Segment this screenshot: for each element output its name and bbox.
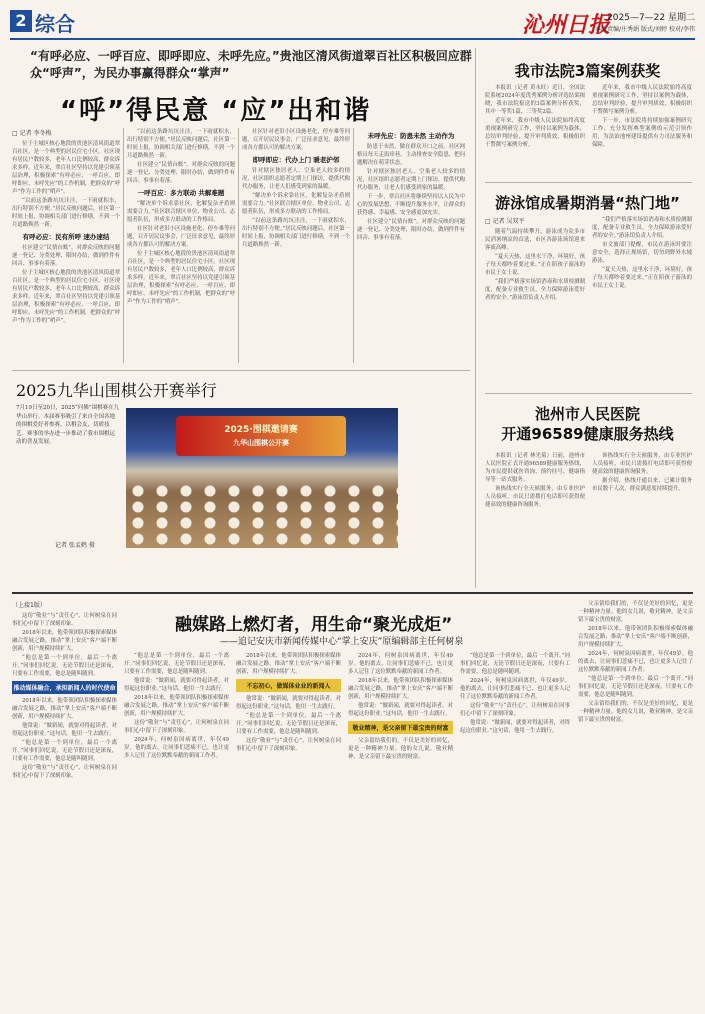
banner-line-2: 九华山围棋公开赛 (233, 439, 289, 447)
bottom-paragraph: “他总是第一个到单位，最后一个离开。”同事们回忆说，无论节假日还是深夜，只要有工作需要，他总是随叫随到。 (12, 655, 117, 677)
hospital-paragraph: 本报讯（记者 林光菊）日前，池州市人民医院正式开通96589健康服务热线，为市民提供就医咨询、预约挂号、健康指导等一站式服务。 (485, 453, 585, 483)
bottom-column-6 (578, 600, 693, 1005)
article-title-court: 我市法院3篇案例获奖 (514, 62, 661, 80)
photo-caption: 7月19日至20日，2025“问佛”围棋赛在九华山举行。本届赛事吸引了来自全国各地的围棋爱好者参赛，以棋会友，切磋技艺。赛事的举办进一步推动了我市围棋运动的普及发展。 (16, 405, 120, 445)
paper-logo: 沁州日报 (521, 12, 610, 38)
lead-paragraph: 社区针对老旧小区设施老化、停车难等问题，召开居民议事会，广泛征求意见，最终形成各方都认可的解决方案。 (127, 226, 235, 248)
lead-paragraph: 位于主城区核心地段的贵池区清风街道翠百社区，是一个典型的居民住宅小区。社区现有居民户数较多，老年人口比例较高，群众诉求多样。近年来，翠百社区坚持以党建引领基层治理，积极探索“有呼必应、一呼百应、即呼即应、未呼先应”的工作机制，把群众的“呼声”作为工作的“哨声”。 (127, 251, 235, 305)
section-number: 2 (10, 10, 32, 32)
lead-column-4 (357, 128, 465, 363)
swim-column-1 (485, 216, 585, 386)
lead-paragraph: 针对辖区独居老人、空巢老人较多的情况，社区组织志愿者定期上门探访，提供代购代办服务，让老人们感受到家的温暖。 (242, 168, 350, 190)
court-paragraph: 本报讯（记者 黄永旺）近日，全国法院系统2024年度优秀案例分析评选结果揭晓，我市法院报送的3篇案例分析获奖，其中一等奖1篇、三等奖2篇。 (485, 85, 585, 115)
lead-paragraph: 位于主城区核心地段的贵池区清风街道翠百社区，是一个典型的居民住宅小区。社区现有居民户数较多，老年人口比例较高，群众诉求多样。近年来，翠百社区坚持以党建引领基层治理，积极探索“有呼必应、一呼百应、即呼即应、未呼先应”的工作机制，把群众的“呼声”作为工作的“哨声”。 (12, 141, 120, 195)
article-title-hospital: 池州市人民医院 开通96589健康服务热线 (501, 405, 674, 443)
game-tables (126, 483, 398, 548)
bottom-paragraph: 他常说：“做新闻，就要对得起读者，对得起这份职业。”这句话，他用一生去践行。 (124, 678, 229, 692)
bottom-paragraph: 2018年以来，他带领团队积极探索媒体融合发展之路，推动“掌上安庆”客户端不断创新，用户规模持续扩大。 (348, 678, 453, 700)
header-rule (10, 38, 695, 40)
court-paragraph: 下一步，市法院将持续加强案例研究工作，充分发挥典型案例的示范引领作用，为法治池州建设提供有力司法服务和保障。 (592, 118, 692, 148)
lead-subhead: 未呼先应：防患未然 主动作为 (367, 132, 455, 140)
bottom-paragraph: 2018年以来，他带领团队积极探索媒体融合发展之路，推动“掌上安庆”客户端不断创新，用户规模持续扩大。 (124, 695, 229, 717)
bottom-paragraph: 他常说：“做新闻，就要对得起读者，对得起这份职业。”这句话，他用一生去践行。 (12, 723, 117, 737)
bottom-paragraph: 2018年以来，他带领团队积极探索媒体融合发展之路，推动“掌上安庆”客户端不断创新，用户规模持续扩大。 (12, 630, 117, 652)
swim-paragraph: 市文旅部门提醒，市民在游泳时要注意安全，选择正规场馆，切勿到野外水域游泳。 (592, 242, 692, 264)
bottom-paragraph: “他总是第一个到单位，最后一个离开。”同事们回忆说，无论节假日还是深夜，只要有工作需要，他总是随叫随到。 (12, 740, 117, 762)
lead-paragraph: 社区建立“民情台账”，对群众反映的问题逐一登记、分类处理、限时办结，做到件件有回音、事事有着落。 (127, 162, 235, 184)
hospital-paragraph: 据介绍，热线开通以来，已累计服务市民数千人次，群众满意度持续提升。 (592, 478, 692, 492)
bottom-paragraph: 2024年，何树泉因病离世，年仅49岁。他的离去，让同事们悲痛不已，也让更多人记住了这位默默奉献的新闻工作者。 (460, 678, 570, 700)
lead-paragraph: “以前这条路坑坑洼洼，一下雨就积水，出行特别不方便。”居民反映问题后，社区第一时间上报，协调相关部门进行修缮，不到一个月道路焕然一新。 (127, 129, 235, 159)
court-paragraph: 近年来，我市中级人民法院始终高度重视案例研究工作，坚持以案例为载体，总结审判经验，提升审判质效，积极组织干警撰写案例分析。 (485, 118, 585, 148)
section-divider (12, 370, 470, 371)
issue-date: 2025—7—22 星期二 (607, 13, 695, 23)
lead-byline: □ 记者 李冬梅 (12, 130, 52, 137)
bottom-paragraph: 他常说：“做新闻，就要对得起读者，对得起这份职业。”这句话，他用一生去践行。 (348, 703, 453, 717)
bottom-paragraph: “他总是第一个到单位，最后一个离开。”同事们回忆说，无论节假日还是深夜，只要有工作需要，他总是随叫随到。 (460, 653, 570, 675)
column-divider (353, 128, 354, 363)
bottom-paragraph: 这份“敬业”与“责任心”，让何树泉在同事们心中留下了深刻印象。 (12, 613, 117, 627)
hospital-paragraph: 该热线实行全天候服务，由专业医护人员接听，市民只需拨打电话即可获得便捷高效的健康咨询服务。 (592, 453, 692, 475)
bottom-paragraph: 这份“敬业”与“责任心”，让何树泉在同事们心中留下了深刻印象。 (12, 765, 117, 779)
bottom-paragraph: “他总是第一个到单位，最后一个离开。”同事们回忆说，无论节假日还是深夜，只要有工作需要，他总是随叫随到。 (236, 713, 341, 735)
bottom-divider (12, 592, 693, 594)
swim-paragraph: “我们严格落实场馆消毒和水质检测制度，配备专业救生员，全力保障游泳爱好者的安全。”游泳馆负责人介绍。 (592, 217, 692, 239)
lead-paragraph: 防患于未然，做在群众开口之前。社区网格员每天走街串巷，主动排查安全隐患，把问题解决在萌芽状态。 (357, 144, 465, 166)
bottom-paragraph: 他常说：“做新闻，就要对得起读者，对得起这份职业。”这句话，他用一生去践行。 (460, 720, 570, 734)
bottom-paragraph: “他总是第一个到单位，最后一个离开。”同事们回忆说，无论节假日还是深夜，只要有工作需要，他总是随叫随到。 (578, 676, 693, 698)
bottom-paragraph: 父亲留给我们的，不仅是美好的回忆，更是一种精神力量。他的女儿说，敬业精神，是父亲留下最宝贵的财富。 (578, 601, 693, 623)
lead-subhead: 有呼必应：民有所呼 速办速结 (22, 233, 110, 241)
bottom-paragraph: 这份“敬业”与“责任心”，让何树泉在同事们心中留下了深刻印象。 (460, 703, 570, 717)
banner-line-1: 2025·围棋邀请赛 (224, 425, 298, 435)
photo-headline: 2025九华山围棋公开赛举行 (16, 381, 217, 400)
column-divider (475, 48, 476, 588)
column-divider (123, 128, 124, 363)
lead-subhead: 一呼百应：多方联动 共解难题 (137, 189, 225, 197)
lead-paragraph: “以前这条路坑坑洼洼，一下雨就积水，出行特别不方便。”居民反映问题后，社区第一时间上报，协调相关部门进行修缮，不到一个月道路焕然一新。 (12, 198, 120, 228)
bottom-paragraph: 2024年，何树泉因病离世，年仅49岁。他的离去，让同事们悲痛不已，也让更多人记住了这位默默奉献的新闻工作者。 (578, 651, 693, 673)
hospital-column-2 (592, 452, 692, 584)
bottom-paragraph: 2018年以来，他带领团队积极探索媒体融合发展之路，推动“掌上安庆”客户端不断创新，用户规模持续扩大。 (236, 653, 341, 675)
court-column-2 (592, 84, 692, 176)
lead-paragraph: “解决单个诉求靠社区，化解复杂矛盾则需要合力。”社区联合辖区单位、物业公司、志愿者队伍，形成多方联动的工作格局。 (127, 201, 235, 223)
bottom-paragraph: 2018年以来，他带领团队积极探索媒体融合发展之路，推动“掌上安庆”客户端不断创新，用户规模持续扩大。 (578, 626, 693, 648)
lead-paragraph: 下一步，翠百社区将继续坚持以人民为中心的发展思想，不断提升服务水平，让群众的获得感、幸福感、安全感更加充实。 (357, 194, 465, 216)
lead-subhead: 即呼即应：代办上门 暖老护邻 (252, 156, 340, 164)
go-tournament-photo (126, 408, 398, 548)
bottom-headline: 融媒路上燃灯者，用生命“聚光成炬” (175, 615, 453, 635)
section-name: 综合 (35, 12, 75, 36)
lead-paragraph: 位于主城区核心地段的贵池区清风街道翠百社区，是一个典型的居民住宅小区。社区现有居民户数较多，老年人口比例较高，群众诉求多样。近年来，翠百社区坚持以党建引领基层治理，积极探索“有呼必应、一呼百应、即呼即应、未呼先应”的工作机制，把群众的“呼声”作为工作的“哨声”。 (12, 270, 120, 324)
swim-paragraph: “夏天天热，这里水干净，环境好，孩子每天都吵着要过来。”正在陪孩子游泳的市民王女士说。 (485, 254, 585, 276)
lead-subtitle: “有呼必应、一呼百应、即呼即应、未呼先应。”贵池区清风街道翠百社区积极回应群众“呼声”，为民办事赢得群众“掌声” (30, 49, 472, 80)
bottom-section-heading: 敬业精神，是父亲留下最宝贵的财富 (348, 721, 453, 734)
swim-paragraph: 随着气温持续攀升，游泳成为众多市民消暑纳凉的首选，市区各游泳场馆迎来客流高峰。 (485, 229, 585, 251)
bottom-section-heading: 推动媒体融合，承担新闻人的时代使命 (12, 681, 117, 694)
bottom-column-2 (124, 652, 229, 1005)
bottom-column-4 (348, 652, 453, 1005)
bottom-column-5 (460, 652, 570, 1005)
bottom-column-1 (12, 600, 117, 1005)
bottom-paragraph: 他常说：“做新闻，就要对得起读者，对得起这份职业。”这句话，他用一生去践行。 (236, 696, 341, 710)
lead-column-2 (127, 128, 235, 363)
bottom-paragraph: 父亲留给我们的，不仅是美好的回忆，更是一种精神力量。他的女儿说，敬业精神，是父亲留下最宝贵的财富。 (578, 701, 693, 723)
masthead (10, 8, 695, 38)
hospital-column-1 (485, 452, 585, 584)
lead-headline: “呼”得民意 “应”出和谐 (60, 96, 372, 126)
lead-paragraph: 社区建立“民情台账”，对群众反映的问题逐一登记、分类处理、限时办结，做到件件有回音、事事有着落。 (357, 219, 465, 241)
continued-note: （上接1版） (12, 602, 46, 609)
court-paragraph: 近年来，我市中级人民法院始终高度重视案例研究工作，坚持以案例为载体，总结审判经验，提升审判质效，积极组织干警撰写案例分析。 (592, 85, 692, 115)
lead-paragraph: “以前这条路坑坑洼洼，一下雨就积水，出行特别不方便。”居民反映问题后，社区第一时间上报，协调相关部门进行修缮，不到一个月道路焕然一新。 (242, 218, 350, 248)
swim-column-2 (592, 216, 692, 386)
bottom-paragraph: 2018年以来，他带领团队积极探索媒体融合发展之路，推动“掌上安庆”客户端不断创新，用户规模持续扩大。 (12, 698, 117, 720)
bottom-paragraph: 2024年，何树泉因病离世，年仅49岁。他的离去，让同事们悲痛不已，也让更多人记住了这位默默奉献的新闻工作者。 (124, 737, 229, 759)
bottom-paragraph: “他总是第一个到单位，最后一个离开。”同事们回忆说，无论节假日还是深夜，只要有工作需要，他总是随叫随到。 (124, 653, 229, 675)
lead-paragraph: 针对辖区独居老人、空巢老人较多的情况，社区组织志愿者定期上门探访，提供代购代办服务，让老人们感受到家的温暖。 (357, 169, 465, 191)
swim-paragraph: “我们严格落实场馆消毒和水质检测制度，配备专业救生员，全力保障游泳爱好者的安全。”游泳馆负责人介绍。 (485, 279, 585, 301)
event-banner (176, 416, 346, 456)
bottom-paragraph: 这份“敬业”与“责任心”，让何树泉在同事们心中留下了深刻印象。 (236, 738, 341, 752)
lead-column-1 (12, 128, 120, 363)
photo-credit: 记者 张孟鹤 摄 (55, 542, 95, 549)
bottom-paragraph: 2024年，何树泉因病离世，年仅49岁。他的离去，让同事们悲痛不已，也让更多人记住了这位默默奉献的新闻工作者。 (348, 653, 453, 675)
bottom-paragraph: 这份“敬业”与“责任心”，让何树泉在同事们心中留下了深刻印象。 (124, 720, 229, 734)
court-column-1 (485, 84, 585, 176)
swim-paragraph: “夏天天热，这里水干净，环境好，孩子每天都吵着要过来。”正在陪孩子游泳的市民王女士说。 (592, 267, 692, 289)
article-title-swimming: 游泳馆成暑期消暑“热门地” (495, 194, 680, 212)
editor-credits: 本版责编/庄秀娟 版式/刘婷 校对/李伟 (595, 26, 695, 33)
bottom-subtitle: ——追记安庆市新闻传媒中心“掌上安庆”原编辑部主任何树泉 (220, 637, 464, 647)
lead-paragraph: 社区建立“民情台账”，对群众反映的问题逐一登记、分类处理、限时办结，做到件件有回音、事事有着落。 (12, 245, 120, 267)
bottom-column-3 (236, 652, 341, 1005)
article-divider (485, 393, 692, 394)
swim-byline: □ 记者 吴双平 (485, 218, 525, 225)
lead-paragraph: “解决单个诉求靠社区，化解复杂矛盾则需要合力。”社区联合辖区单位、物业公司、志愿者队伍，形成多方联动的工作格局。 (242, 193, 350, 215)
lead-paragraph: 社区针对老旧小区设施老化、停车难等问题，召开居民议事会，广泛征求意见，最终形成各方都认可的解决方案。 (242, 129, 350, 151)
bottom-paragraph: 父亲留给我们的，不仅是美好的回忆，更是一种精神力量。他的女儿说，敬业精神，是父亲留下最宝贵的财富。 (348, 738, 453, 760)
lead-column-3 (242, 128, 350, 363)
article-divider (485, 182, 692, 183)
bottom-section-heading: 不忘初心，做媒体业业的新闻人 (236, 679, 341, 692)
hospital-paragraph: 该热线实行全天候服务，由专业医护人员接听，市民只需拨打电话即可获得便捷高效的健康咨询服务。 (485, 486, 585, 508)
column-divider (238, 128, 239, 363)
